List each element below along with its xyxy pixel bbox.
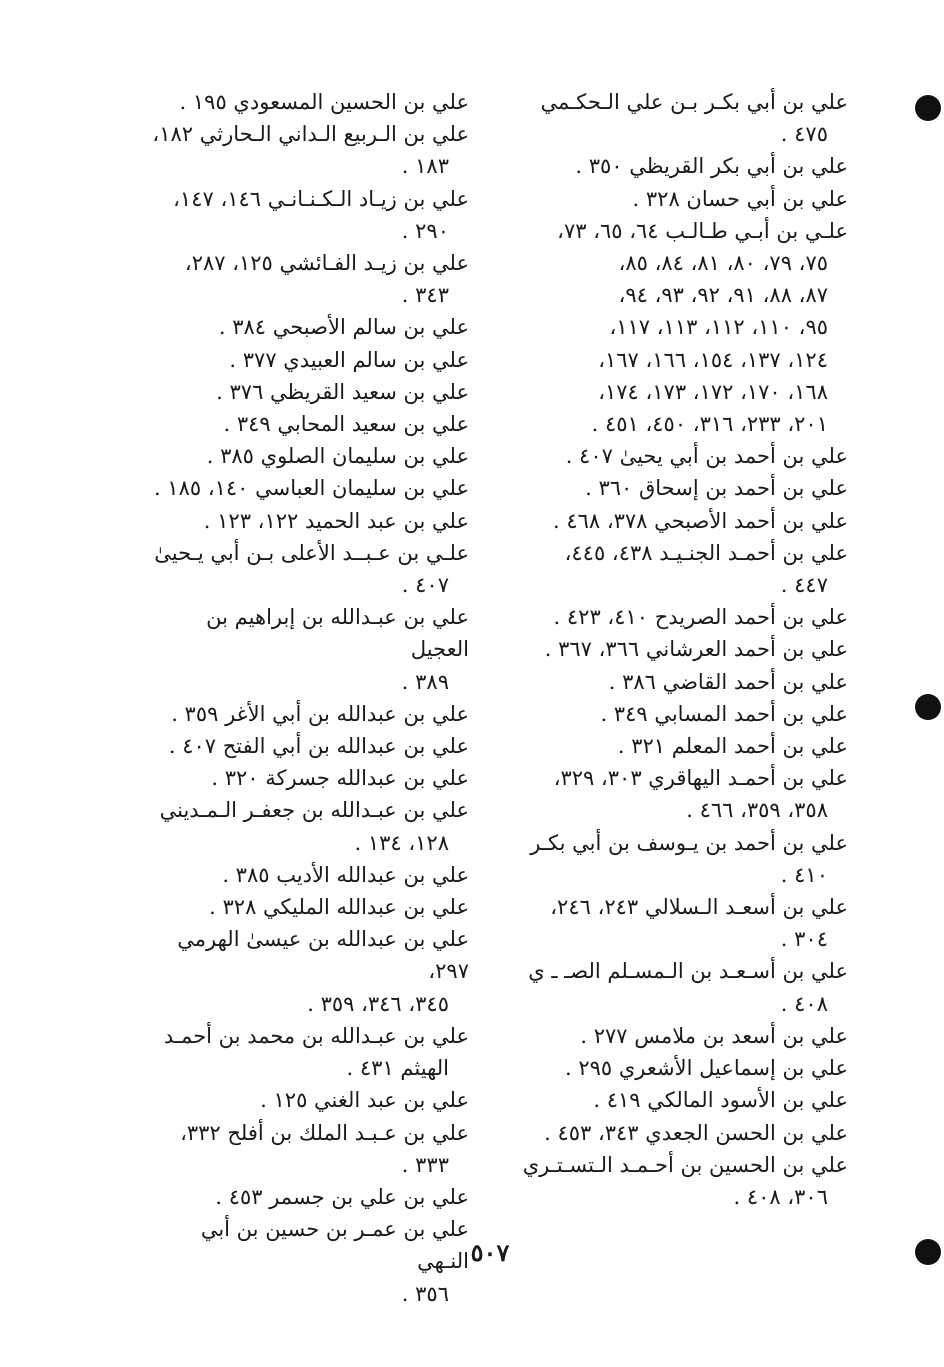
index-entry	[144, 762, 469, 794]
index-entry	[144, 86, 469, 118]
index-entry	[144, 247, 469, 311]
index-entry-text: علي بن عبدالله المليكي ٣٢٨ .	[209, 895, 469, 920]
index-entry-text: علي بن عبدالله بن عيسىٰ الهرمي ٢٩٧،	[177, 927, 469, 984]
index-entry-continuation: ٣٤٥، ٣٤٦، ٣٥٩ .	[307, 991, 449, 1016]
index-entry	[518, 472, 848, 504]
index-entry-text: علي بن الأسود المالكي ٤١٩ .	[593, 1088, 848, 1113]
index-entry-text: علي بن إسماعيل الأشعري ٢٩٥ .	[564, 1056, 848, 1081]
index-entry	[518, 730, 848, 762]
index-entry-continuation: ١٢٨، ١٣٤ .	[354, 830, 449, 855]
index-entry-continuation: ٩٥، ١١٠، ١١٢، ١١٣، ١١٧،	[609, 315, 828, 340]
index-entry	[144, 311, 469, 343]
index-entry	[518, 827, 848, 891]
index-entry-text: علي بن سليمان العباسي ١٤٠، ١٨٥ .	[153, 476, 469, 501]
index-entry	[144, 859, 469, 891]
index-entry-text: علي بن سعيد القريظي ٣٧٦ .	[216, 379, 469, 404]
index-entry	[144, 537, 469, 601]
index-entry	[144, 923, 469, 1020]
index-column-left	[144, 86, 469, 1310]
index-entry-continuation: ١٢٤، ١٣٧، ١٥٤، ١٦٦، ١٦٧،	[598, 347, 828, 372]
index-entry	[144, 891, 469, 923]
index-entry-continuation: ٧٥، ٧٩، ٨٠، ٨١، ٨٤، ٨٥،	[618, 251, 828, 276]
index-entry	[518, 1084, 848, 1116]
index-entry	[144, 408, 469, 440]
index-entry	[518, 183, 848, 215]
index-entry	[518, 440, 848, 472]
index-entry-text: علي بن الحسين بن أحـمـد الـتسـتـري	[522, 1152, 848, 1177]
index-entry	[518, 215, 848, 440]
index-entry	[144, 601, 469, 698]
index-entry-text: علي بن أحمـد الجنـيـد ٤٣٨، ٤٤٥،	[564, 540, 848, 565]
index-entry-continuation: ٣٤٣ .	[401, 283, 449, 308]
index-entry-text: علي بن علي بن جسمر ٤٥٣ .	[215, 1184, 469, 1209]
index-entry-text: علي بن أحمد بن أبي يحيىٰ ٤٠٧ .	[565, 444, 848, 469]
index-entry-continuation: ١٨٣ .	[401, 154, 449, 179]
index-entry-continuation: ٣٥٨، ٣٥٩، ٤٦٦ .	[686, 798, 828, 823]
index-entry-continuation: ٣٥٦ .	[401, 1281, 449, 1306]
index-entry-text: علي بن عبـدالله بن جعفـر الـمـديني	[159, 798, 469, 823]
index-entry-continuation: ٢٩٠ .	[401, 218, 449, 243]
index-entry-text: علي بن عبد الغني ١٢٥ .	[260, 1088, 469, 1113]
index-entry	[144, 472, 469, 504]
index-entry-continuation: ٣٣٣ .	[401, 1152, 449, 1177]
index-entry-text: علي بن أبي بكـر بـن علي الـحكـمي	[540, 90, 848, 114]
index-entry-text: علي بن الـربيع الـداني الـحارثي ١٨٢،	[152, 122, 469, 147]
index-entry	[518, 762, 848, 826]
index-entry-text: علي بن زيـاد الـكـنـانـي ١٤٦، ١٤٧،	[173, 186, 469, 211]
index-entry	[518, 86, 848, 150]
index-entry-text: علـي بن أبـي طـالـب ٦٤، ٦٥، ٧٣،	[557, 218, 848, 243]
index-entry-text: علي بن زيـد الفـائشي ١٢٥، ٢٨٧،	[184, 251, 469, 276]
index-entry-text: علي بن عبدالله بن أبي الأغر ٣٥٩ .	[171, 701, 469, 726]
index-entry	[518, 537, 848, 601]
index-entry-text: علي بن أحمد العرشاني ٣٦٦، ٣٦٧ .	[544, 637, 848, 662]
index-entry-text: علي بن أحمد الصريدح ٤١٠، ٤٢٣ .	[553, 605, 848, 630]
index-entry-text: علي بن أحمد المعلم ٣٢١ .	[617, 734, 848, 759]
punch-hole-top	[915, 95, 941, 121]
index-entry-text: علي بن سالم الأصبحي ٣٨٤ .	[218, 315, 469, 340]
index-entry-continuation: ٣٠٦، ٤٠٨ .	[733, 1184, 828, 1209]
index-entry	[144, 698, 469, 730]
index-entry-text: علي بن سليمان الصلوي ٣٨٥ .	[206, 444, 469, 469]
index-entry-text: علي بن أبي بكر القريظي ٣٥٠ .	[575, 154, 848, 179]
index-entry-text: علي بن عبـدالله بن إبراهيم بن العجيل	[206, 605, 469, 662]
index-entry	[518, 666, 848, 698]
index-entry	[518, 505, 848, 537]
index-entry	[144, 440, 469, 472]
index-entry-text: علي بن أحمد بن يـوسف بن أبي بكـر	[530, 830, 848, 855]
index-entry-continuation: ٤٠٨ .	[780, 991, 828, 1016]
index-entry-text: علي بن أبي حسان ٣٢٨ .	[632, 186, 848, 211]
index-entry-text: علي بن أسـعـد بن الـمسـلم الصـ ـ ي	[528, 959, 848, 984]
index-entry-text: علي بن عبدالله بن أبي الفتح ٤٠٧ .	[168, 734, 469, 759]
index-entry-text: علي بن أحمد القاضي ٣٨٦ .	[608, 669, 848, 694]
page-number: ٥٠٧	[470, 1238, 510, 1267]
index-entry-text: علي بن أحمد المسابي ٣٤٩ .	[600, 701, 848, 726]
index-entry-continuation: ٨٧، ٨٨، ٩١، ٩٢، ٩٣، ٩٤،	[618, 283, 828, 308]
index-column-right	[518, 86, 848, 1213]
index-entry-text: علي بن عـبـد الملك بن أفلح ٣٣٢،	[180, 1120, 469, 1145]
index-entry-text: علي بن سعيد المحابي ٣٤٩ .	[223, 412, 469, 437]
index-entry	[144, 118, 469, 182]
index-entry	[518, 601, 848, 633]
index-entry-text: علي بن سالم العبيدي ٣٧٧ .	[229, 347, 469, 372]
index-entry	[518, 891, 848, 955]
index-entry	[144, 376, 469, 408]
index-entry-continuation: ٣٨٩ .	[401, 669, 449, 694]
index-entry-text: علي بن أسعد بن ملامس ٢٧٧ .	[580, 1023, 848, 1048]
index-entry-continuation: ٤٧٥ .	[780, 122, 828, 147]
index-entry-text: علي بن أحمد الأصبحي ٣٧٨، ٤٦٨ .	[552, 508, 848, 533]
index-entry-text: علي بن الحسين المسعودي ١٩٥ .	[179, 90, 469, 114]
index-entry	[144, 183, 469, 247]
index-entry-continuation: ٢٠١، ٢٣٣، ٣١٦، ٤٥٠، ٤٥١ .	[591, 412, 828, 437]
index-entry-text: علي بن أحمـد اليهاقري ٣٠٣، ٣٢٩،	[553, 766, 848, 791]
index-entry-continuation: ٤١٠ .	[780, 862, 828, 887]
index-entry	[518, 1052, 848, 1084]
index-entry	[144, 1020, 469, 1084]
index-entry-text: علـي بن عـبــد الأعلى بـن أبي يـحيىٰ	[154, 540, 469, 565]
index-entry	[144, 1181, 469, 1213]
index-entry	[518, 150, 848, 182]
index-entry	[518, 1149, 848, 1213]
index-entry-text: علي بن عمـر بن حسين بن أبي النـهي	[200, 1217, 469, 1274]
index-entry	[144, 505, 469, 537]
index-entry	[518, 698, 848, 730]
index-entry	[518, 633, 848, 665]
index-entry-text: علي بن أحمد بن إسحاق ٣٦٠ .	[585, 476, 848, 501]
index-entry-text: علي بن عبد الحميد ١٢٢، ١٢٣ .	[203, 508, 469, 533]
index-entry-continuation: ٤٤٧ .	[780, 573, 828, 598]
index-entry-text: علي بن أسعـد الـسلالي ٢٤٣، ٢٤٦،	[550, 895, 848, 920]
index-entry	[144, 730, 469, 762]
punch-hole-bottom	[915, 1239, 941, 1265]
index-entry-continuation: ١٦٨، ١٧٠، ١٧٢، ١٧٣، ١٧٤،	[598, 379, 828, 404]
index-entry-continuation: ٤٠٧ .	[401, 573, 449, 598]
index-entry-text: علي بن عبدالله جسركة ٣٢٠ .	[211, 766, 469, 791]
index-entry	[144, 1084, 469, 1116]
index-entry	[518, 1117, 848, 1149]
index-entry	[144, 344, 469, 376]
punch-hole-middle	[915, 694, 941, 720]
index-entry	[144, 1213, 469, 1310]
index-entry	[518, 955, 848, 1019]
index-entry	[144, 1117, 469, 1181]
index-entry-text: علي بن الحسن الجعدي ٣٤٣، ٤٥٣ .	[544, 1120, 848, 1145]
index-entry-continuation: ٣٠٤ .	[780, 927, 828, 952]
index-entry-continuation: الهيثم ٤٣١ .	[346, 1056, 449, 1081]
index-entry	[518, 1020, 848, 1052]
index-entry-text: علي بن عبـدالله بن محمد بن أحمـد	[163, 1023, 469, 1048]
index-entry-text: علي بن عبدالله الأديب ٣٨٥ .	[222, 862, 469, 887]
index-entry	[144, 794, 469, 858]
